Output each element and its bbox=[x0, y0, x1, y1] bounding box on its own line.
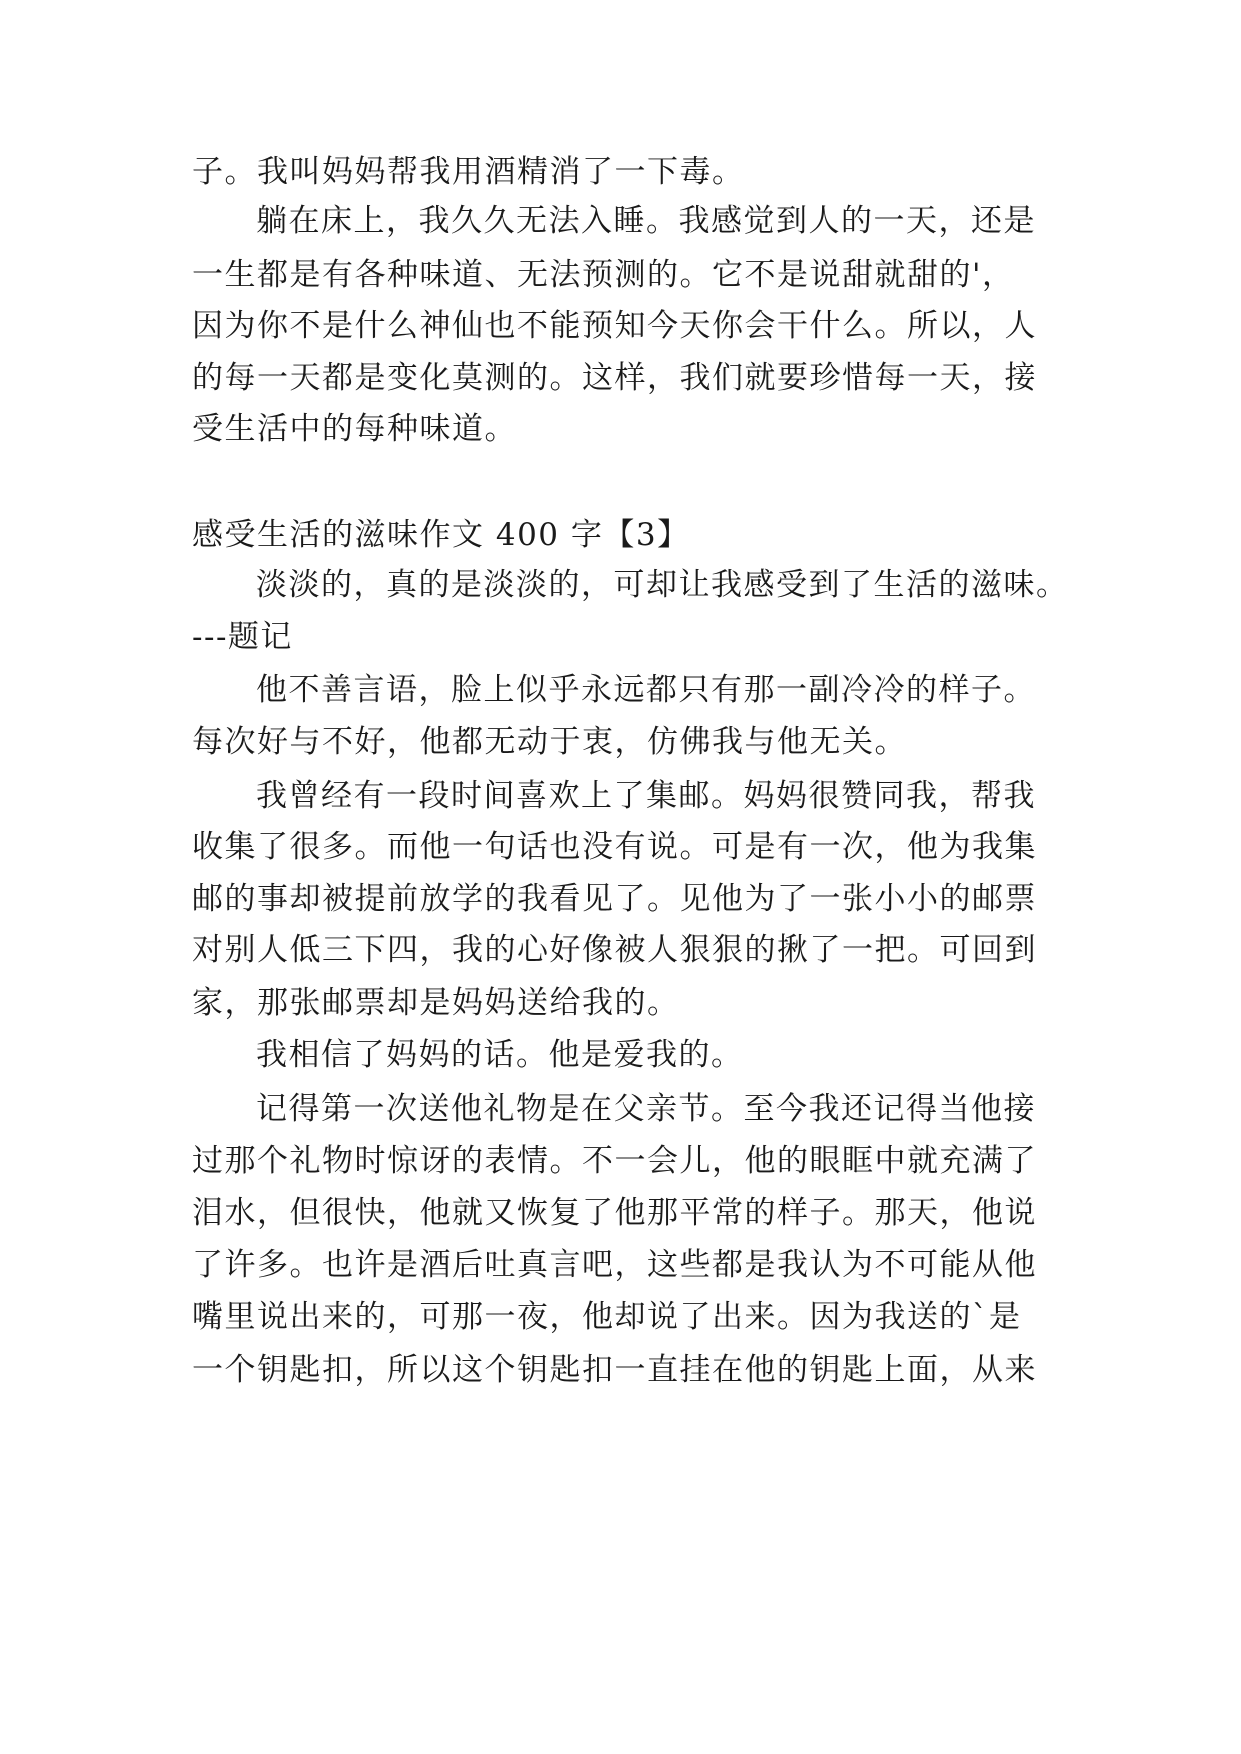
text-line: 过那个礼物时惊讶的表情。不一会儿，他的眼眶中就充满了 bbox=[192, 1143, 1037, 1179]
paragraph-start: 我相信了妈妈的话。他是爱我的。 bbox=[256, 1037, 744, 1073]
text-line: 的每一天都是变化莫测的。这样，我们就要珍惜每一天，接 bbox=[192, 360, 1037, 396]
paragraph-start: 躺在床上，我久久无法入睡。我感觉到人的一天，还是 bbox=[256, 203, 1036, 239]
section-heading: 感受生活的滋味作文 400 字【3】 bbox=[192, 517, 690, 553]
text-line: 家，那张邮票却是妈妈送给我的。 bbox=[192, 985, 680, 1021]
paragraph-start: 他不善言语，脸上似乎永远都只有那一副冷冷的样子。 bbox=[256, 672, 1036, 708]
text-line: ---题记 bbox=[192, 619, 293, 655]
text-line: 一个钥匙扣，所以这个钥匙扣一直挂在他的钥匙上面，从来 bbox=[192, 1352, 1037, 1388]
text-line: 对别人低三下四，我的心好像被人狠狠的揪了一把。可回到 bbox=[192, 932, 1037, 968]
text-line: 受生活中的每种味道。 bbox=[192, 411, 517, 447]
paragraph-start: 淡淡的，真的是淡淡的，可却让我感受到了生活的滋味。 bbox=[256, 567, 1069, 603]
text-line: 收集了很多。而他一句话也没有说。可是有一次，他为我集 bbox=[192, 829, 1037, 865]
text-line: 子。我叫妈妈帮我用酒精消了一下毒。 bbox=[192, 154, 745, 190]
text-line: 邮的事却被提前放学的我看见了。见他为了一张小小的邮票 bbox=[192, 881, 1037, 917]
text-line: 一生都是有各种味道、无法预测的。它不是说甜就甜的'， bbox=[192, 257, 1015, 293]
text-line: 了许多。也许是酒后吐真言吧，这些都是我认为不可能从他 bbox=[192, 1247, 1037, 1283]
text-line: 泪水，但很快，他就又恢复了他那平常的样子。那天，他说 bbox=[192, 1195, 1037, 1231]
text-line: 嘴里说出来的，可那一夜，他却说了出来。因为我送的`是 bbox=[192, 1299, 1022, 1335]
text-line: 每次好与不好，他都无动于衷，仿佛我与他无关。 bbox=[192, 724, 907, 760]
paragraph-start: 我曾经有一段时间喜欢上了集邮。妈妈很赞同我，帮我 bbox=[256, 778, 1036, 814]
paragraph-start: 记得第一次送他礼物是在父亲节。至今我还记得当他接 bbox=[256, 1091, 1036, 1127]
text-line: 因为你不是什么神仙也不能预知今天你会干什么。所以，人 bbox=[192, 308, 1037, 344]
